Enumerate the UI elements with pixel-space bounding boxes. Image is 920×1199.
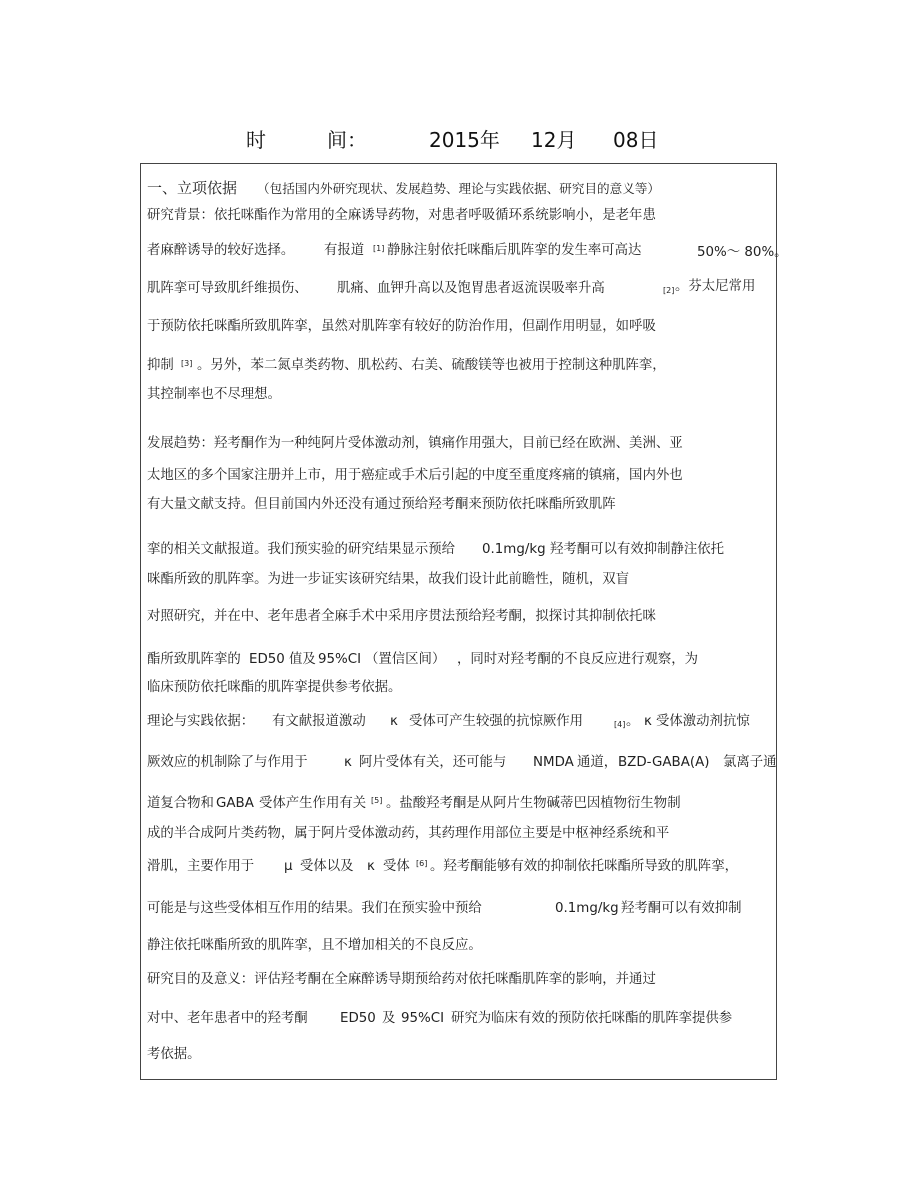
date-label-char-1: 时: [246, 128, 266, 152]
text-run: 可能是与这些受体相互作用的结果。我们在预实验中预给: [147, 901, 482, 916]
text-run: 。盐酸羟考酮是从阿片生物碱蒂巴因植物衍生物制: [386, 796, 681, 811]
text-run: 50%～ 80%。: [697, 245, 788, 260]
text-run: ，同时对羟考酮的不良反应进行观察，为: [457, 652, 699, 667]
text-run: NMDA: [533, 755, 574, 770]
text-run: 咪酯所致的肌阵挛。为进一步证实该研究结果，故我们设计此前瞻性，随机，双盲: [147, 572, 630, 587]
text-run: 肌阵挛可导致肌纤维损伤、: [147, 281, 308, 296]
text-run: GABA: [216, 796, 254, 811]
text-run: 有文献报道激动: [272, 714, 366, 729]
citation-ref: [3]: [181, 359, 193, 368]
text-run: κ: [367, 859, 375, 874]
text-run: 肌痛、血钾升高以及饱胃患者返流误吸率升高: [337, 281, 605, 296]
text-run: 道复合物和: [147, 796, 214, 811]
text-run: 氯离子通: [723, 755, 777, 770]
date-label-char-2: 间：: [327, 128, 367, 152]
citation-ref: [1]: [373, 244, 385, 253]
citation-ref: [6]: [416, 859, 428, 868]
text-run: 羟考酮可以有效抑制静注依托: [550, 542, 725, 557]
text-run: 研究为临床有效的预防依托咪酯的肌阵挛提供参: [451, 1011, 733, 1026]
text-run: ED50: [249, 652, 285, 667]
text-run: ED50: [340, 1011, 376, 1026]
citation-ref: [4]: [614, 720, 626, 729]
text-run: 通道，: [577, 755, 618, 770]
text-run: 。芬太尼常用: [675, 279, 756, 294]
text-run: κ: [344, 755, 352, 770]
section-heading-note: （包括国内外研究现状、发展趋势、理论与实践依据、研究目的意义等）: [257, 181, 660, 196]
text-run: μ: [284, 859, 293, 874]
text-run: 受体产生作用有关: [259, 796, 367, 811]
text-run: 0.1mg/kg: [482, 542, 546, 557]
text-run: 滑肌，主要作用于: [147, 859, 255, 874]
text-run: 95%CI: [318, 652, 362, 667]
text-run: 值及: [289, 652, 316, 667]
date-month: 12月: [531, 128, 577, 152]
text-run: 受体以及: [300, 859, 354, 874]
text-run: 受体可产生较强的抗惊厥作用: [409, 714, 584, 729]
text-run: BZD-GABA(A): [618, 755, 710, 770]
date-line: [0, 124, 920, 152]
text-run: 静脉注射依托咪酯后肌阵挛的发生率可高达: [387, 243, 642, 258]
text-run: 太地区的多个国家注册并上市，用于癌症或手术后引起的中度至重度疼痛的镇痛，国内外也: [147, 468, 683, 483]
text-run: 理论与实践依据：: [147, 714, 255, 729]
text-run: 对中、老年患者中的羟考酮: [147, 1011, 308, 1026]
text-run: 有报道: [324, 243, 365, 258]
text-run: 0.1mg/kg: [555, 901, 619, 916]
text-run: 研究背景：依托咪酯作为常用的全麻诱导药物，对患者呼吸循环系统影响小，是老年患: [147, 208, 656, 223]
text-run: 挛的相关文献报道。我们预实验的研究结果显示预给: [147, 542, 455, 557]
date-year: 2015年: [429, 128, 500, 152]
text-run: 受体: [383, 859, 410, 874]
text-run: κ: [644, 714, 652, 729]
text-run: 抑制: [147, 358, 174, 373]
text-run: 阿片受体有关，还可能与: [359, 755, 507, 770]
text-run: 对照研究，并在中、老年患者全麻手术中采用序贯法预给羟考酮，拟探讨其抑制依托咪: [147, 609, 656, 624]
citation-ref: [5]: [371, 796, 383, 805]
text-run: 受体激动剂抗惊: [656, 714, 750, 729]
citation-ref: [2]: [663, 286, 675, 295]
text-run: 羟考酮可以有效抑制: [621, 901, 742, 916]
section-heading: 一、立项依据: [147, 179, 238, 197]
text-run: 。: [626, 714, 640, 729]
text-run: 发展趋势：羟考酮作为一种纯阿片受体激动剂，镇痛作用强大，目前已经在欧洲、美洲、亚: [147, 436, 683, 451]
text-run: 成的半合成阿片类药物，属于阿片受体激动药，其药理作用部位主要是中枢神经系统和平: [147, 826, 670, 841]
text-run: （置信区间）: [365, 652, 446, 667]
text-run: 者麻醉诱导的较好选择。: [147, 243, 295, 258]
text-run: 有大量文献支持。但目前国内外还没有通过预给羟考酮来预防依托咪酯所致肌阵: [147, 497, 616, 512]
text-run: 于预防依托咪酯所致肌阵挛，虽然对肌阵挛有较好的防治作用，但副作用明显，如呼吸: [147, 319, 656, 334]
date-day: 08日: [613, 128, 659, 152]
text-run: 及: [382, 1011, 396, 1026]
text-run: 其控制率也不尽理想。: [147, 387, 281, 402]
text-run: 研究目的及意义：评估羟考酮在全麻醉诱导期预给药对依托咪酯肌阵挛的影响，并通过: [147, 972, 656, 987]
text-run: 静注依托咪酯所致的肌阵挛，且不增加相关的不良反应。: [147, 938, 482, 953]
text-run: 厥效应的机制除了与作用于: [147, 755, 308, 770]
text-run: 酯所致肌阵挛的: [147, 652, 241, 667]
text-run: 临床预防依托咪酯的肌阵挛提供参考依据。: [147, 680, 402, 695]
text-run: 。羟考酮能够有效的抑制依托咪酯所导致的肌阵挛，: [430, 859, 738, 874]
text-run: 95%CI: [401, 1011, 445, 1026]
text-run: 。另外，苯二氮卓类药物、肌松药、右美、硫酸镁等也被用于控制这种肌阵挛，: [197, 358, 666, 373]
text-run: 考依据。: [147, 1047, 201, 1062]
text-run: κ: [390, 714, 398, 729]
